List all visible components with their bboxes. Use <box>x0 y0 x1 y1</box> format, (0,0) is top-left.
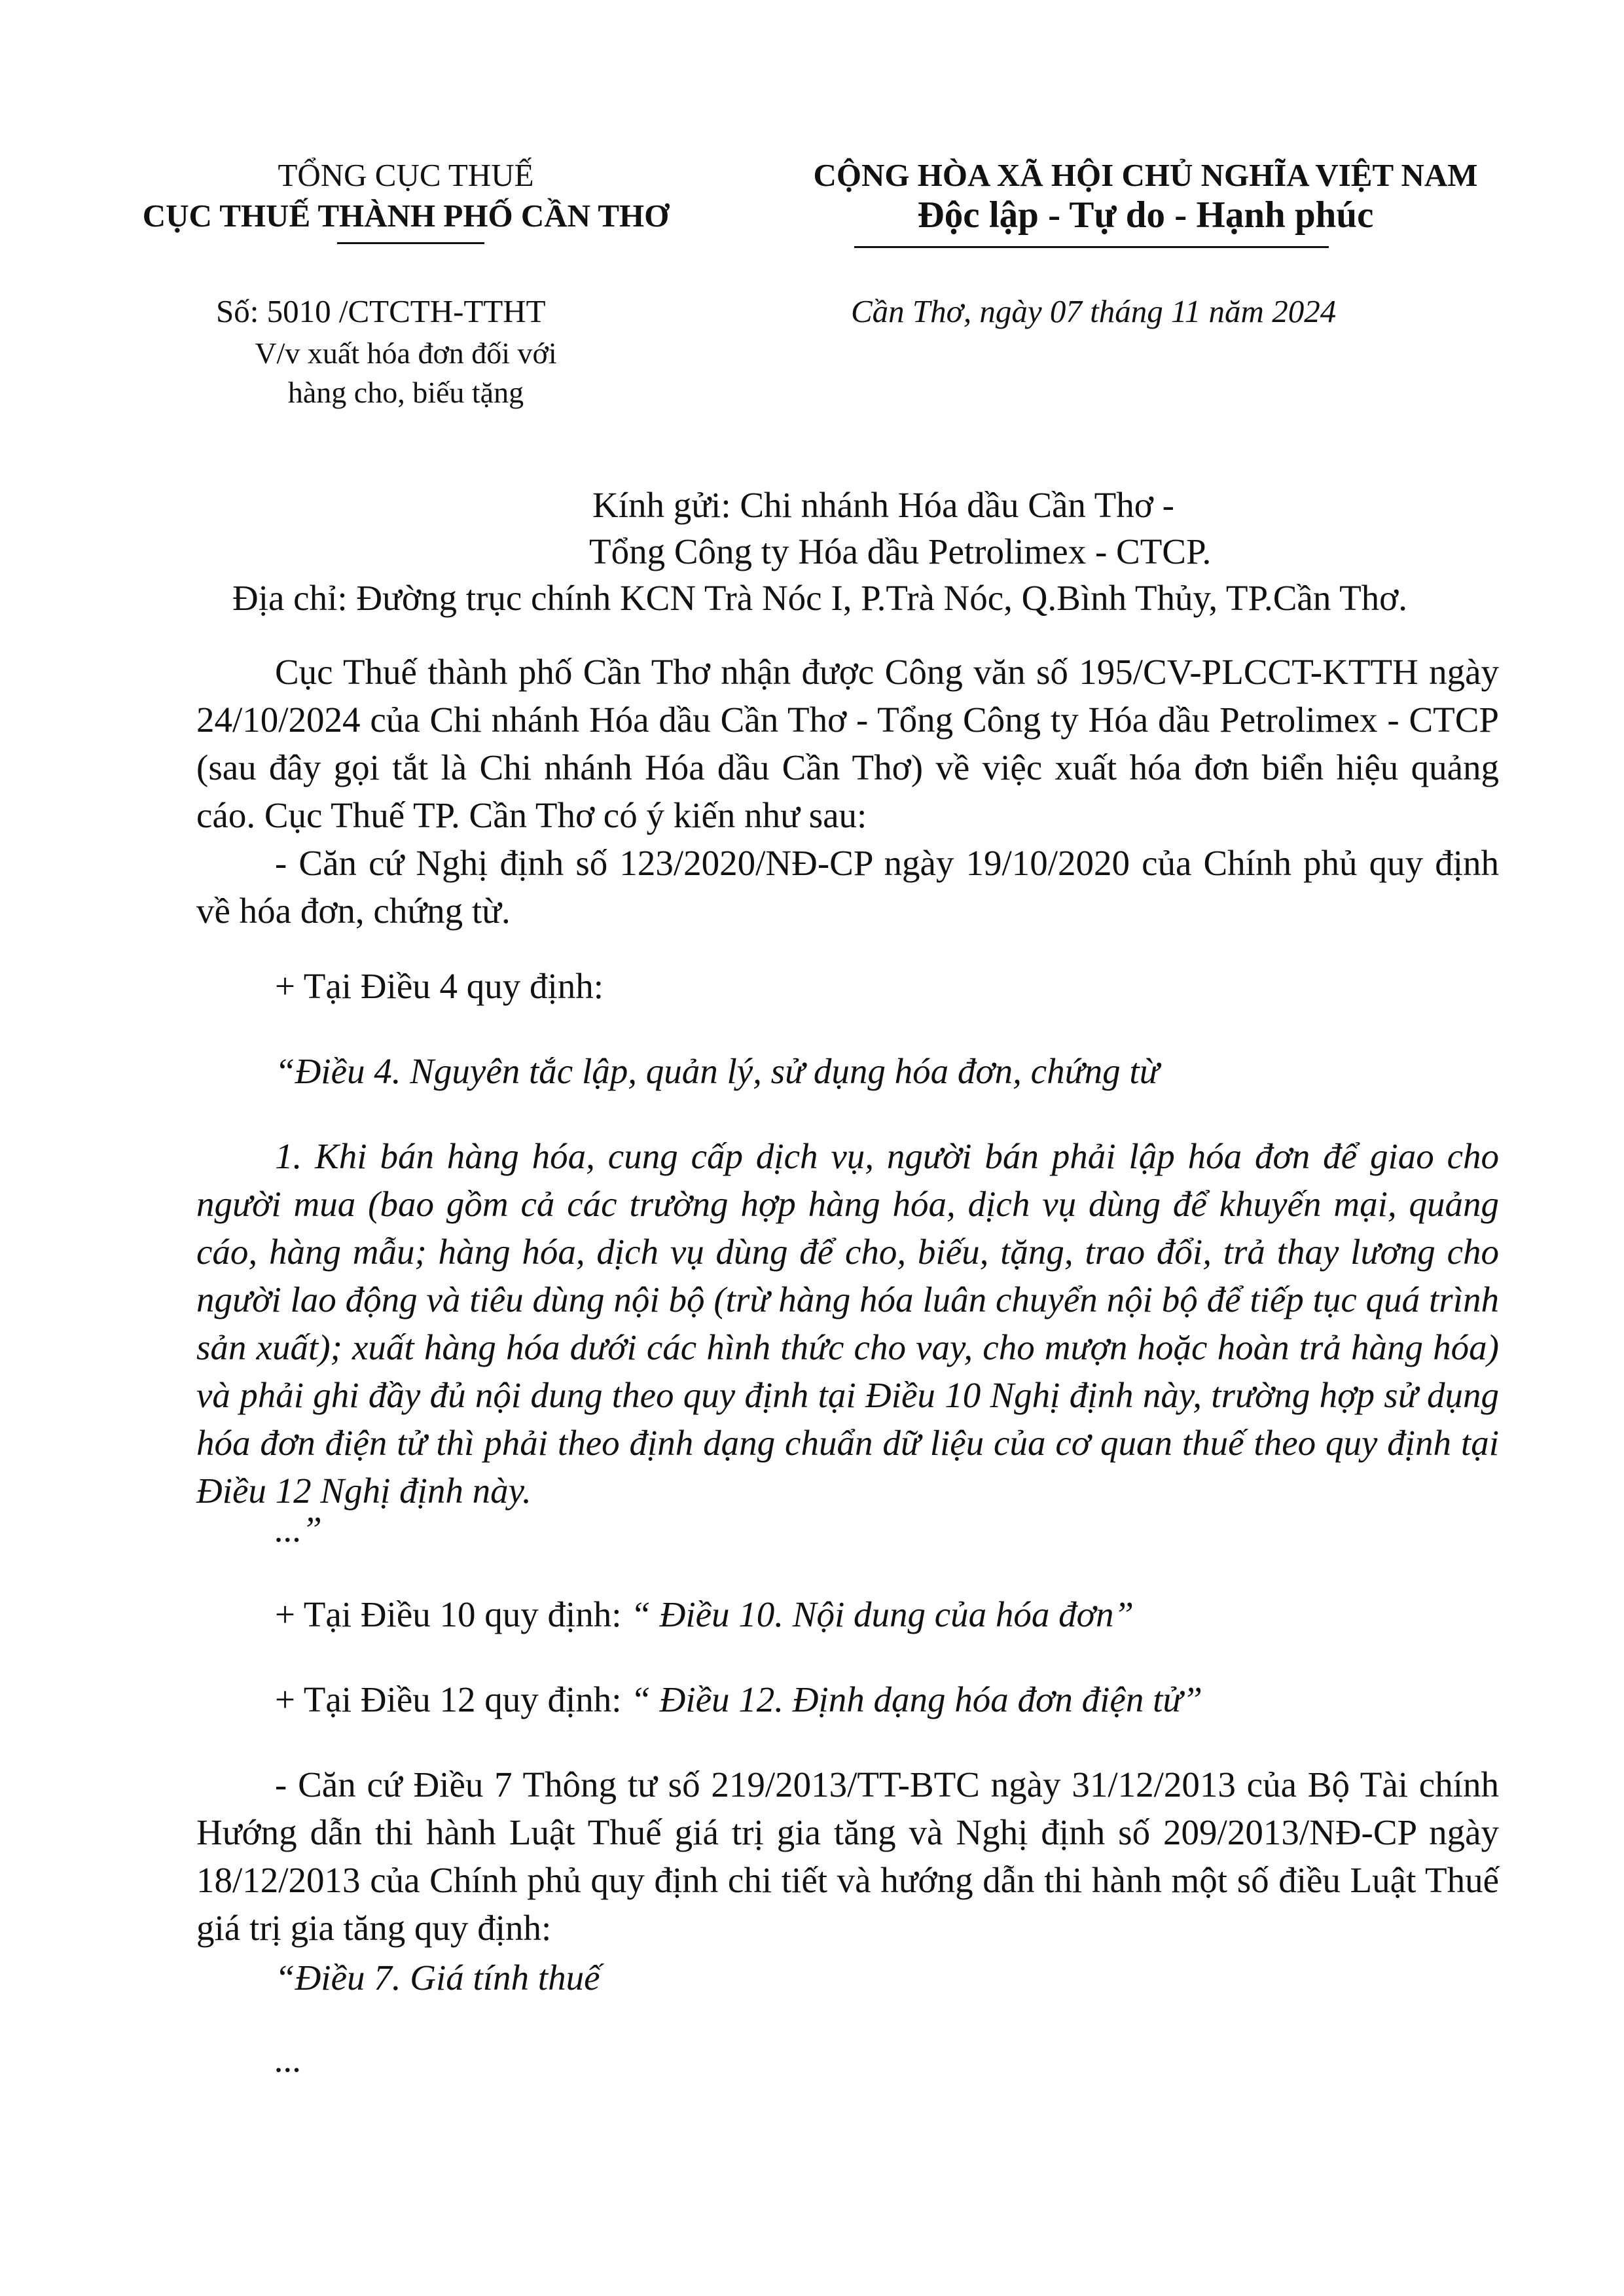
article-7-title: “Điều 7. Giá tính thuế <box>275 1958 600 1998</box>
article-10-line <box>275 1590 1134 1638</box>
ellipsis-end: ... <box>275 2039 302 2079</box>
agency-underline <box>337 242 484 244</box>
basis-paragraph-1: - Căn cứ Nghị định số 123/2020/NĐ-CP ngày 19/10/2020 của Chính phủ quy định về hóa đơn, chứng từ. <box>196 843 1499 931</box>
article-10-prefix: + Tại Điều 10 quy định: <box>275 1594 631 1634</box>
basis-paragraph-2: - Căn cứ Điều 7 Thông tư số 219/2013/TT-BTC ngày 31/12/2013 của Bộ Tài chính Hướng dẫn thi hành Luật Thuế giá trị gia tăng và Nghị định số 209/2013/NĐ-CP ngày 18/12/2013 của Chính phủ quy định chi tiết và hướng dẫn thi hành một số điều Luật Thuế giá trị gia tăng quy định: <box>196 1765 1499 1948</box>
document-number: Số: 5010 /CTCTH-TTHT <box>216 293 546 329</box>
recipient-line-1: Kính gửi: Chi nhánh Hóa dầu Cần Thơ - <box>592 485 1174 525</box>
article-4-title: “Điều 4. Nguyên tắc lập, quản lý, sử dụng hóa đơn, chứng từ <box>275 1051 1159 1091</box>
national-motto: Độc lập - Tự do - Hạnh phúc <box>917 194 1374 236</box>
article-12-prefix: + Tại Điều 12 quy định: <box>275 1679 631 1719</box>
subject-line-1: V/v xuất hóa đơn đối với <box>255 336 557 370</box>
agency-parent: TỔNG CỤC THUẾ <box>278 157 534 193</box>
ellipsis-quote-end: ...” <box>275 1509 322 1549</box>
article-12-quote: “ Điều 12. Định dạng hóa đơn điện tử” <box>630 1679 1202 1719</box>
subject-line-2: hàng cho, biếu tặng <box>287 376 524 409</box>
intro-paragraph: Cục Thuế thành phố Cần Thơ nhận được Công văn số 195/CV-PLCCT-KTTH ngày 24/10/2024 của Chi nhánh Hóa dầu Cần Thơ - Tổng Công ty Hóa dầu Petrolimex - CTCP (sau đây gọi tắt là Chi nhánh Hóa dầu Cần Thơ) về việc xuất hóa đơn biển hiệu quảng cáo. Cục Thuế TP. Cần Thơ có ý kiến như sau: <box>196 652 1499 835</box>
place-and-date: Cần Thơ, ngày 07 tháng 11 năm 2024 <box>851 293 1337 329</box>
article-4-clause-1: 1. Khi bán hàng hóa, cung cấp dịch vụ, người bán phải lập hóa đơn để giao cho người mua (bao gồm cả các trường hợp hàng hóa, dịch vụ dùng để khuyến mại, quảng cáo, hàng mẫu; hàng hóa, dịch vụ dùng để cho, biếu, tặng, trao đổi, trả thay lương cho người lao động và tiêu dùng nội bộ (trừ hàng hóa luân chuyển nội bộ để tiếp tục quá trình sản xuất); xuất hàng hóa dưới các hình thức cho vay, cho mượn hoặc hoàn trả hàng hóa) và phải ghi đầy đủ nội dung theo quy định tại Điều 10 Nghị định này, trường hợp sử dụng hóa đơn điện tử thì phải theo định dạng chuẩn dữ liệu của cơ quan thuế theo quy định tại Điều 12 Nghị định này. <box>196 1136 1499 1511</box>
nation-title: CỘNG HÒA XÃ HỘI CHỦ NGHĨA VIỆT NAM <box>813 157 1478 193</box>
article-10-quote: “ Điều 10. Nội dung của hóa đơn” <box>630 1594 1134 1634</box>
article-4-intro: + Tại Điều 4 quy định: <box>275 966 604 1006</box>
motto-underline <box>854 246 1329 248</box>
article-12-line <box>275 1676 1202 1723</box>
recipient-address: Địa chỉ: Đường trục chính KCN Trà Nóc I, P.Trà Nóc, Q.Bình Thủy, TP.Cần Thơ. <box>232 578 1408 618</box>
agency-name: CỤC THUẾ THÀNH PHỐ CẦN THƠ <box>142 198 670 234</box>
recipient-line-2: Tổng Công ty Hóa dầu Petrolimex - CTCP. <box>589 531 1212 571</box>
